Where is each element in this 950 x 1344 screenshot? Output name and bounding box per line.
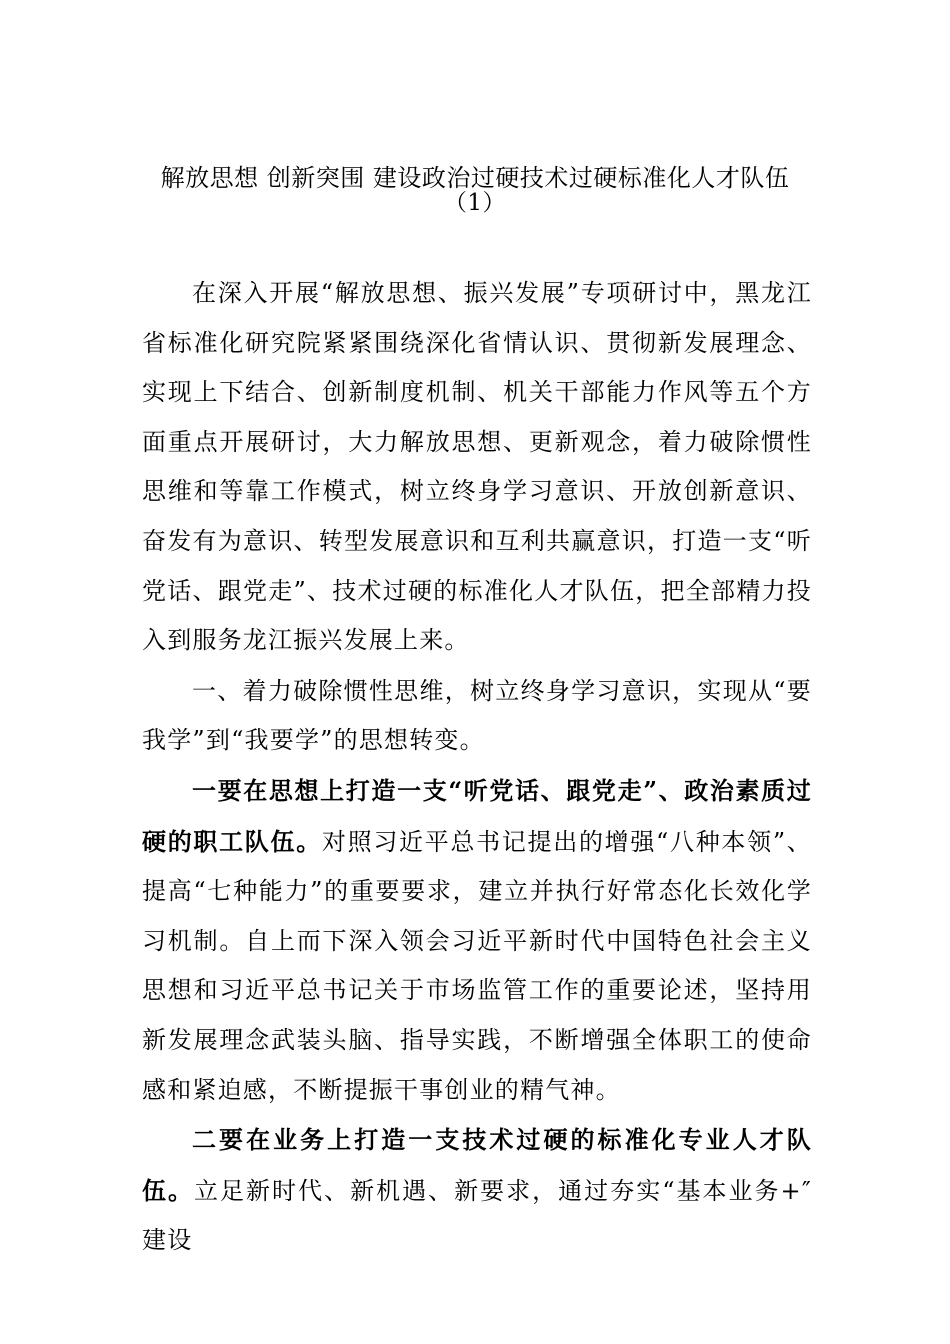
paragraph-text: 在深入开展“解放思想、振兴发展”专项研讨中，黑龙江省标准化研究院紧紧围绕深化省情认识、贯彻新发展理念、实现上下结合、创新制度机制、机关干部能力作风等五个方面重点开展研讨，大力解放思想、更新观念，着力破除惯性思维和等靠工作模式，树立终身学习意识、开放创新意识、奋发有为意识、转型发展意识和互利共赢意识，打造一支“听党话、跟党走”、技术过硬的标准化人才队伍，把全部精力投入到服务龙江振兴发展上来。 (142, 279, 812, 655)
paragraph-point-two (142, 1115, 812, 1266)
document-body (142, 268, 812, 1266)
paragraph-lead: 二要在业务上打造一支技术过硬的标准化专业人才队伍。 (142, 1125, 812, 1205)
paragraph-text: 对照习近平总书记提出的增强“八种本领”、提高“七种能力”的重要要求，建立并执行好常态化长效化学习机制。自上而下深入领会习近平新时代中国特色社会主义思想和习近平总书记关于市场监管工作的重要论述，坚持用新发展理念武装头脑、指导实践，不断增强全体职工的使命感和紧迫感，不断提振干事创业的精气神。 (142, 827, 812, 1104)
paragraph-point-one (142, 766, 812, 1115)
document-title: 解放思想 创新突围 建设政治过硬技术过硬标准化人才队伍 (160, 164, 790, 192)
paragraph-text: 一、着力破除惯性思维，树立终身学习意识，实现从“要我学”到“我要学”的思想转变。 (142, 676, 812, 755)
paragraph-lead: 一要在思想上打造一支“听党话、跟党走”、政治素质过硬的职工队伍。 (142, 775, 812, 856)
document-title-number: （1） (443, 190, 507, 216)
paragraph-intro (142, 268, 812, 666)
paragraph-section-heading (142, 666, 812, 766)
paragraph-text: 立足新时代、新机遇、新要求，通过夯实“基本业务+″建设 (142, 1176, 813, 1255)
